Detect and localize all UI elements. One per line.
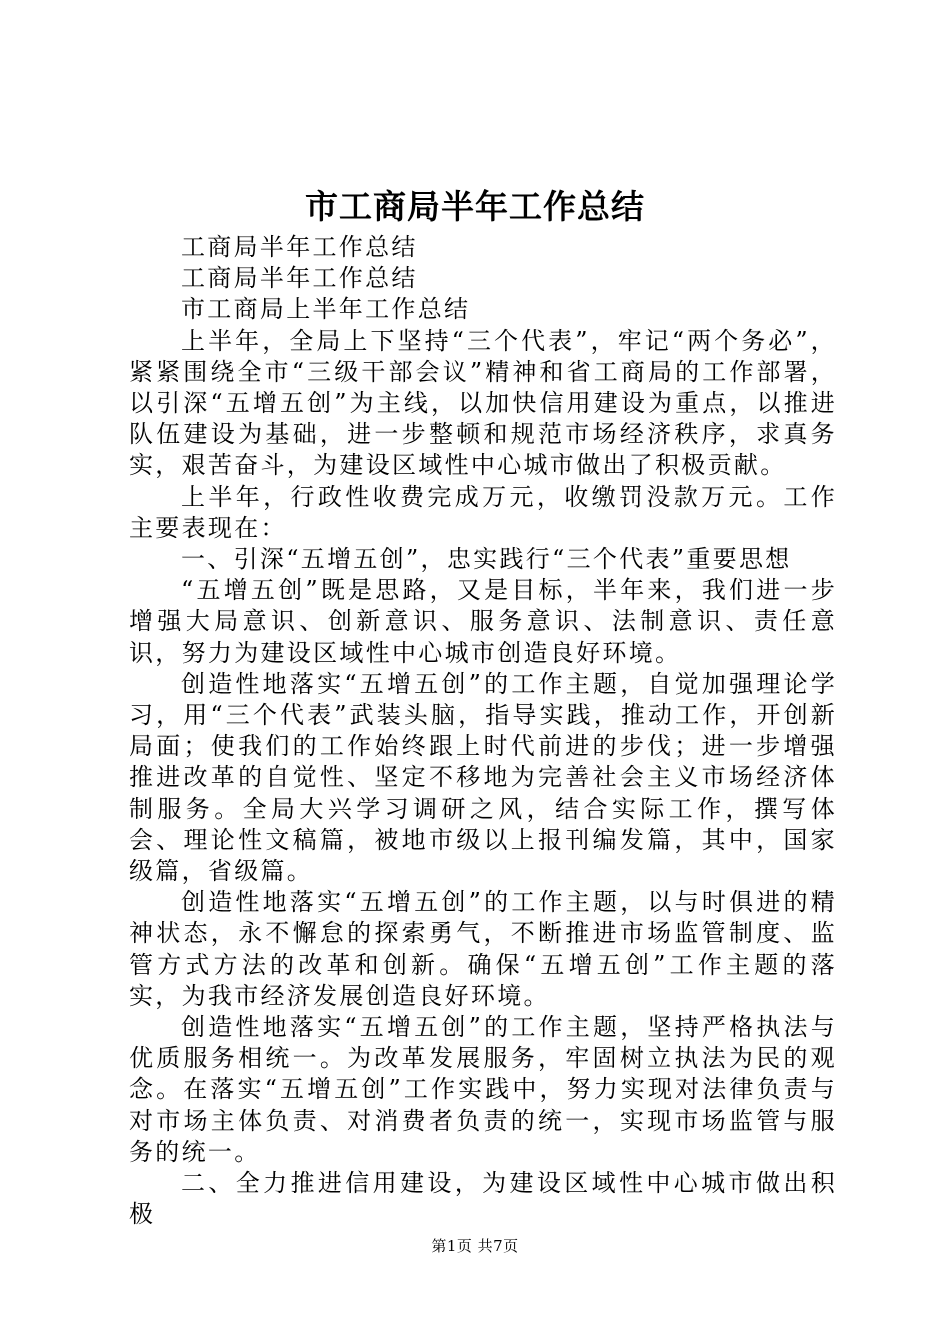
document-title: 市工商局半年工作总结 [305, 187, 645, 226]
paragraph: 创造性地落实“五增五创”的工作主题，坚持严格执法与优质服务相统一。为改革发展服务，牢固树立执法为民的观念。在落实“五增五创”工作实践中，努力实现对法律负责与对市场主体负责、对消费者负责的统一，实现市场监管与服务的统一。 [129, 1013, 837, 1166]
paragraph: 上半年，行政性收费完成万元，收缴罚没款万元。工作主要表现在： [129, 482, 837, 542]
paragraph: 市工商局上半年工作总结 [181, 295, 471, 324]
paragraph: 上半年，全局上下坚持“三个代表”，牢记“两个务必”，紧紧围绕全市“三级干部会议”精神和省工商局的工作部署，以引深“五增五创”为主线，以加快信用建设为重点，以推进队伍建设为基础，进一步整顿和规范市场经济秩序，求真务实，艰苦奋斗，为建设区域性中心城市做出了积极贡献。 [129, 326, 837, 480]
paragraph: 工商局半年工作总结 [181, 233, 418, 261]
paragraph: “五增五创”既是思路，又是目标，半年来，我们进一步增强大局意识、创新意识、服务意识、法制意识、责任意识，努力为建设区域性中心城市创造良好环境。 [129, 576, 837, 667]
page-number-footer: 第1页 共7页 [431, 1237, 519, 1255]
paragraph: 创造性地落实“五增五创”的工作主题，自觉加强理论学习，用“三个代表”武装头脑，指导实践，推动工作，开创新局面；使我们的工作始终跟上时代前进的步伐；进一步增强推进改革的自觉性、坚定不移地为完善社会主义市场经济体制服务。全局大兴学习调研之风，结合实际工作，撰写体会、理论性文稿篇，被地市级以上报刊编发篇，其中，国家级篇，省级篇。 [129, 669, 837, 886]
paragraph: 工商局半年工作总结 [181, 264, 418, 293]
section-heading: 一、引深“五增五创”，忠实践行“三个代表”重要思想 [181, 545, 792, 574]
document-body [129, 232, 837, 1231]
paragraph: 创造性地落实“五增五创”的工作主题，以与时俱进的精神状态，永不懈怠的探索勇气，不断推进市场监管制度、监管方式方法的改革和创新。确保“五增五创”工作主题的落实，为我市经济发展创造良好环境。 [129, 888, 837, 1010]
section-heading: 二、全力推进信用建设，为建设区域性中心城市做出积极 [129, 1169, 837, 1229]
